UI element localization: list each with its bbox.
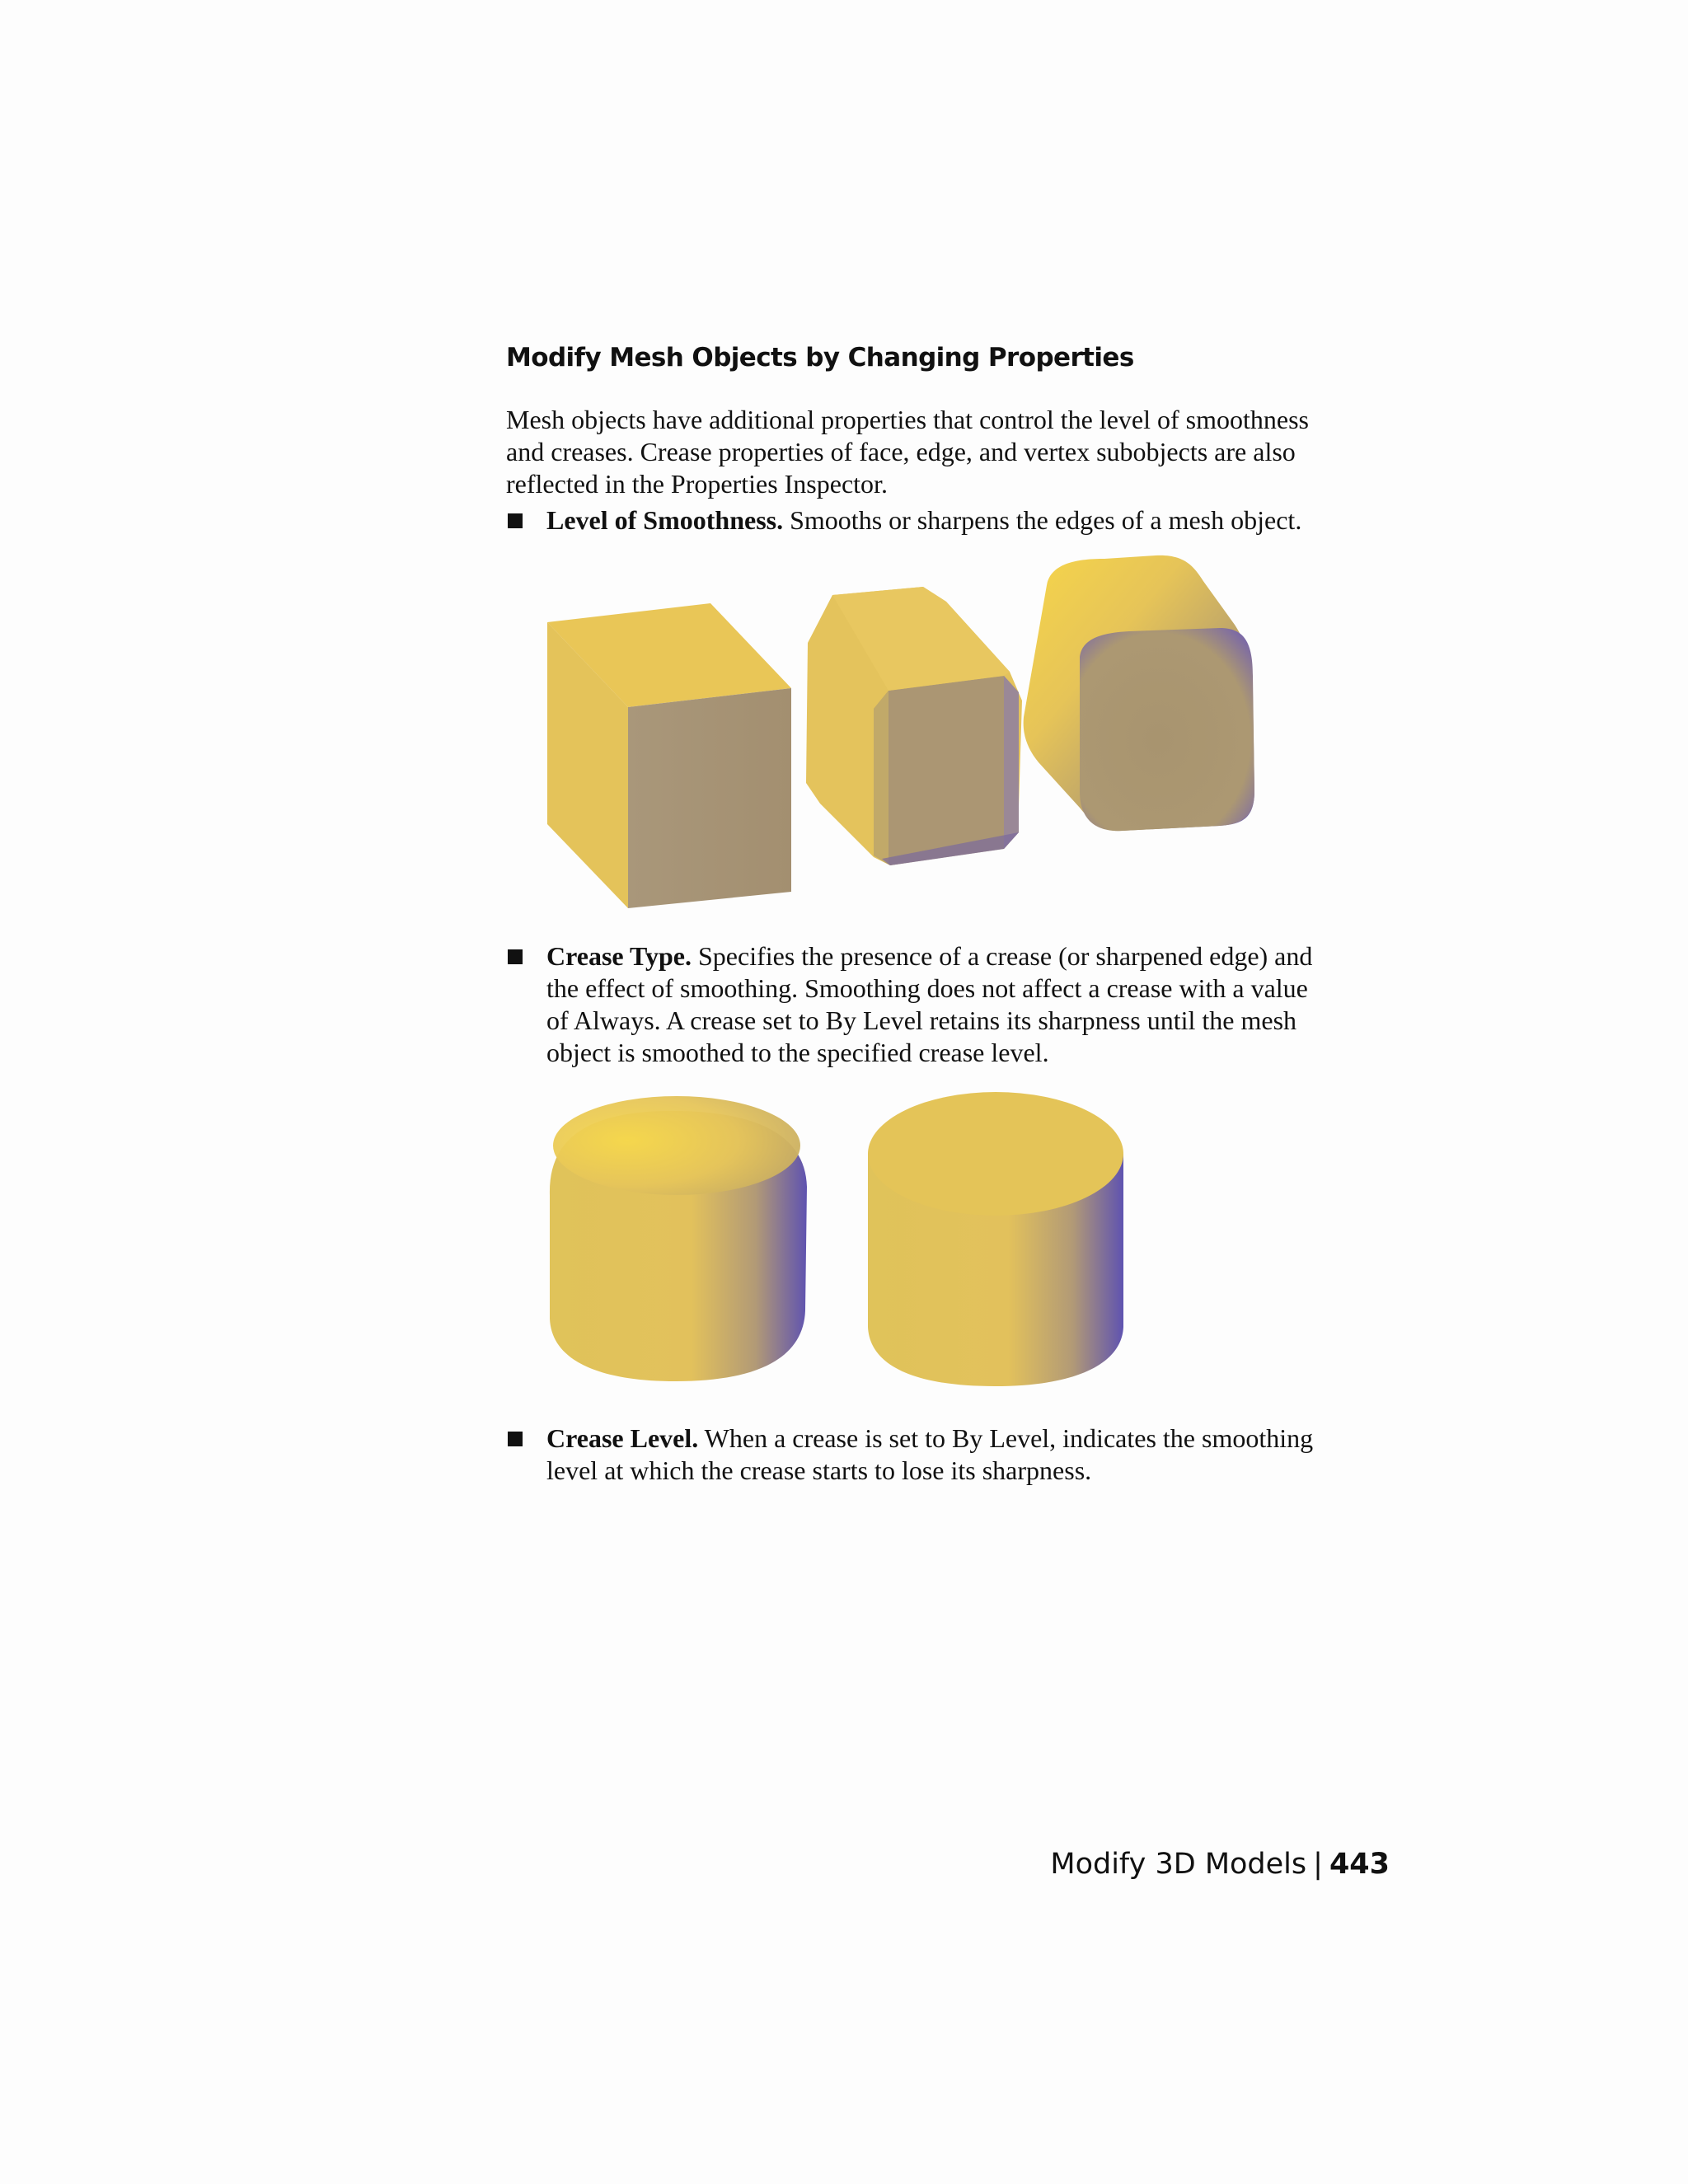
bullet-square-icon: [508, 513, 523, 528]
mesh-box-smooth: [1024, 555, 1254, 831]
bullet-text: object is smoothed to the specified crease level.: [546, 1038, 1049, 1067]
intro-paragraph: [506, 404, 1404, 500]
bullet-text: Smooths or sharpens the edges of a mesh object.: [790, 505, 1302, 535]
bullet-crease-level: [506, 1422, 1413, 1487]
footer-separator: |: [1313, 1848, 1323, 1881]
bullet-term: Crease Type.: [546, 941, 692, 971]
footer-chapter: Modify 3D Models: [1050, 1848, 1307, 1881]
bullet-square-icon: [508, 949, 523, 964]
mesh-box-faceted: [806, 587, 1022, 865]
intro-line: and creases. Crease properties of face, edge, and vertex subobjects are also: [506, 437, 1296, 466]
bullet-level-of-smoothness: [506, 504, 1413, 537]
bullet-text: When a crease is set to By Level, indicates the smoothing: [704, 1423, 1314, 1453]
bullet-text: level at which the crease starts to lose its sharpness.: [546, 1455, 1092, 1485]
bullet-text: the effect of smoothing. Smoothing does not affect a crease with a value: [546, 973, 1308, 1003]
cylinder-smooth: [550, 1096, 807, 1381]
section-heading: Modify Mesh Objects by Changing Properties: [506, 343, 1134, 373]
intro-line: reflected in the Properties Inspector.: [506, 469, 888, 499]
page-number: 443: [1329, 1848, 1390, 1881]
page-footer: [1050, 1848, 1390, 1881]
bullet-term: Crease Level.: [546, 1423, 699, 1453]
crease-type-figure: [540, 1088, 1133, 1401]
bullet-text: of Always. A crease set to By Level retains its sharpness until the mesh: [546, 1005, 1297, 1035]
bullet-term: Level of Smoothness.: [546, 505, 784, 535]
cylinder-creased: [868, 1092, 1123, 1386]
smoothness-levels-figure: [536, 552, 1278, 923]
mesh-box-sharp: [547, 603, 791, 908]
bullet-square-icon: [508, 1432, 523, 1446]
intro-line: Mesh objects have additional properties that control the level of smoothness: [506, 405, 1309, 434]
bullet-text: Specifies the presence of a crease (or sharpened edge) and: [697, 941, 1313, 971]
bullet-crease-type: [506, 940, 1413, 1069]
